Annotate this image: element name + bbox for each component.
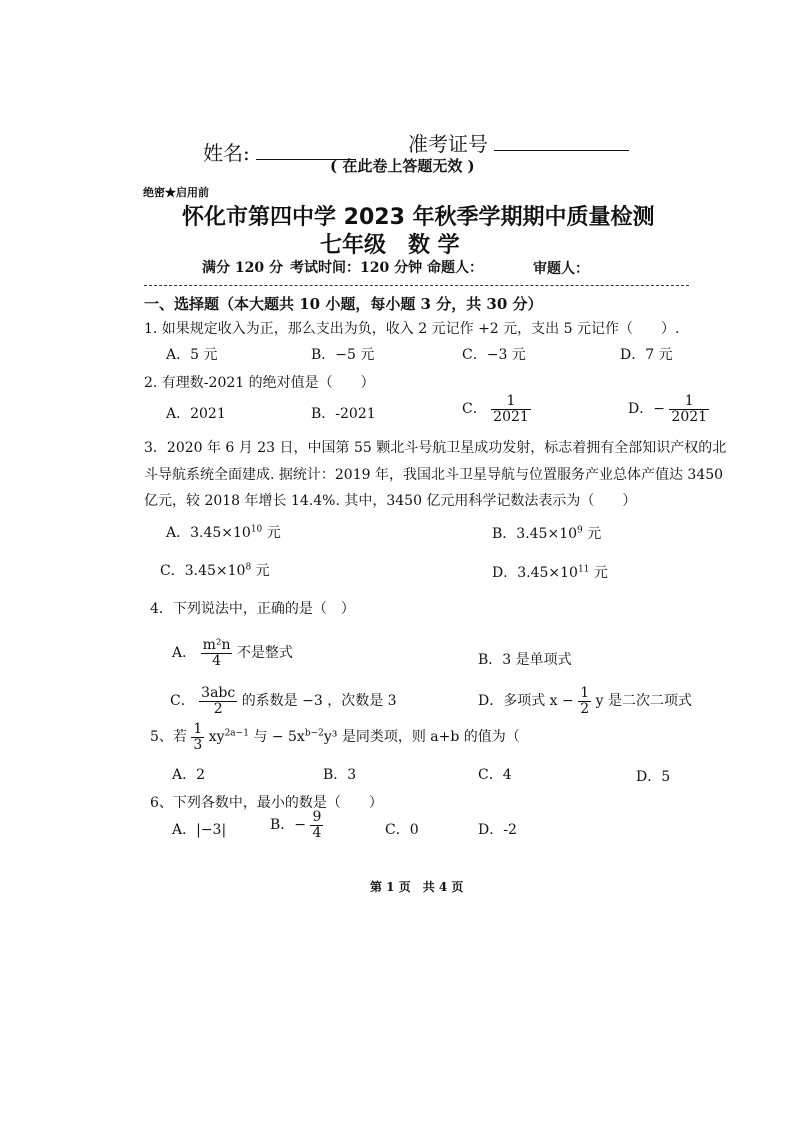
q3-c-unit: 元 (255, 563, 270, 579)
q3-d-base: D．3.45×10 (492, 565, 578, 581)
q5-option-a[interactable]: A．2 (172, 767, 206, 783)
q4-a-den: 4 (212, 652, 221, 669)
q4-c-label: C． (170, 693, 195, 710)
section-heading: 一、选择题（本大题共 10 小题，每小题 3 分，共 30 分） (144, 295, 543, 313)
q1-option-d[interactable]: D．7 元 (620, 347, 673, 363)
secret-mark: 绝密★启用前 (143, 186, 209, 199)
q2-stem: 2. 有理数-2021 的绝对值是（ ） (144, 375, 375, 391)
q4-option-b[interactable]: B．3 是单项式 (478, 652, 572, 668)
q5-stem (150, 722, 520, 752)
q5-term1: xy (208, 729, 225, 746)
q5-option-c[interactable]: C．4 (478, 767, 512, 783)
q4-d-fraction (578, 686, 591, 716)
q6-b-den: 4 (312, 824, 322, 841)
q4-option-d[interactable] (478, 686, 692, 716)
q4-d-num: 1 (580, 685, 590, 701)
exam-id-field (408, 128, 629, 157)
q3-d-exp: 11 (577, 564, 590, 575)
q4-c-den: 2 (213, 700, 223, 717)
q2-c-label: C． (462, 401, 487, 418)
q6-option-b[interactable] (270, 810, 323, 840)
q3-line-2: 斗导航系统全面建成. 据统计：2019 年，我国北斗卫星导航与位置服务产业总体产值达 3450 (144, 467, 724, 483)
q2-option-b[interactable]: B．-2021 (311, 406, 376, 422)
q2-c-fraction (491, 394, 531, 424)
q5-mid: 与 − 5x (248, 729, 305, 746)
exam-title: 怀化市第四中学 2023 年秋季学期期中质量检测 (182, 205, 655, 230)
q5-term2-tail: y³ 是同类项，则 a+b 的值为（ (323, 729, 520, 746)
q2-d-den: 2021 (671, 408, 708, 425)
q6-b-num: 9 (312, 809, 322, 825)
q5-den: 3 (193, 736, 203, 753)
q3-line-3: 亿元，较 2018 年增长 14.4%. 其中，3450 亿元用科学记数法表示为（ ） (144, 493, 637, 509)
notice: ( 在此卷上答题无效 ) (330, 157, 475, 175)
time-info: 考试时间：120 分钟 (290, 260, 423, 276)
q3-d-unit: 元 (593, 565, 608, 581)
q4-stem: 4．下列说法中，正确的是（ ） (150, 601, 355, 617)
page-footer: 第 1 页 共 4 页 (370, 880, 464, 894)
q3-option-b[interactable] (492, 523, 601, 543)
q2-option-d[interactable] (628, 394, 709, 424)
q1-option-c[interactable]: C．−3 元 (462, 347, 526, 363)
q3-a-base: A．3.45×10 (166, 525, 251, 541)
q5-term2-exp: b−2 (304, 728, 324, 739)
q3-b-unit: 元 (587, 526, 602, 542)
q3-option-c[interactable] (160, 560, 270, 580)
q5-prefix: 5、若 (150, 729, 187, 746)
q5-option-b[interactable]: B．3 (323, 767, 357, 783)
q3-a-unit: 元 (266, 525, 281, 541)
q2-c-den: 2021 (493, 408, 529, 425)
q4-option-c[interactable] (170, 686, 397, 716)
q4-c-num: 3abc (201, 685, 236, 701)
q2-d-num: 1 (669, 394, 709, 410)
q3-c-exp: 8 (245, 562, 252, 573)
setter-info: 命题人： (427, 260, 483, 276)
q5-option-d[interactable]: D．5 (636, 769, 671, 785)
q2-d-fraction (669, 394, 709, 424)
q3-option-d[interactable] (492, 562, 608, 582)
q4-a-text: 不是整式 (236, 645, 293, 662)
q3-line-1: 3．2020 年 6 月 23 日，中国第 55 颗北斗号航卫星成功发射，标志着拥有全部知识产权的北 (144, 440, 727, 456)
q2-option-c[interactable] (462, 394, 531, 424)
q2-option-a[interactable]: A．2021 (166, 406, 226, 422)
q1-option-a[interactable]: A．5 元 (166, 347, 218, 363)
q1-stem: 1. 如果规定收入为正，那么支出为负，收入 2 元记作 +2 元，支出 5 元记作（ ）. (144, 321, 680, 337)
q4-d-text: y 是二次二项式 (595, 693, 692, 710)
q6-option-a[interactable]: A．|−3| (172, 822, 227, 838)
q4-a-label: A． (172, 645, 197, 662)
q5-num: 1 (193, 721, 203, 737)
q6-b-fraction (310, 810, 323, 840)
score-info: 满分 120 分 (202, 260, 283, 276)
q3-c-base: C．3.45×10 (160, 563, 246, 579)
q4-a-num: m²n (202, 637, 231, 653)
exam-id-label: 准考证号 (408, 132, 488, 156)
q5-term1-exp: 2a−1 (224, 728, 249, 739)
q4-option-a[interactable] (172, 638, 293, 668)
q5-fraction (191, 722, 204, 752)
divider (144, 285, 689, 286)
subject-title: 七年级 数 学 (320, 233, 460, 258)
q6-option-d[interactable]: D．-2 (478, 822, 517, 838)
q2-d-label: D．− (628, 401, 665, 418)
q4-c-fraction (199, 686, 237, 716)
q6-b-label: B．− (270, 817, 307, 834)
q3-a-exp: 10 (250, 524, 263, 535)
q4-a-fraction (201, 638, 233, 668)
q2-c-num: 1 (491, 394, 531, 410)
q4-d-den: 2 (580, 700, 590, 717)
q3-b-exp: 9 (577, 525, 583, 536)
q4-d-label: D．多项式 x − (478, 693, 574, 710)
reviewer-info: 审题人： (533, 261, 589, 277)
q4-c-text: 的系数是 −3 ，次数是 3 (241, 693, 397, 710)
name-label: 姓名: (203, 141, 250, 165)
q6-stem: 6、下列各数中，最小的数是（ ） (150, 795, 383, 811)
q3-b-base: B．3.45×10 (492, 526, 578, 542)
exam-id-blank[interactable] (494, 132, 629, 151)
q1-option-b[interactable]: B．−5 元 (311, 347, 375, 363)
q3-option-a[interactable] (166, 522, 281, 542)
q6-option-c[interactable]: C．0 (385, 822, 419, 838)
